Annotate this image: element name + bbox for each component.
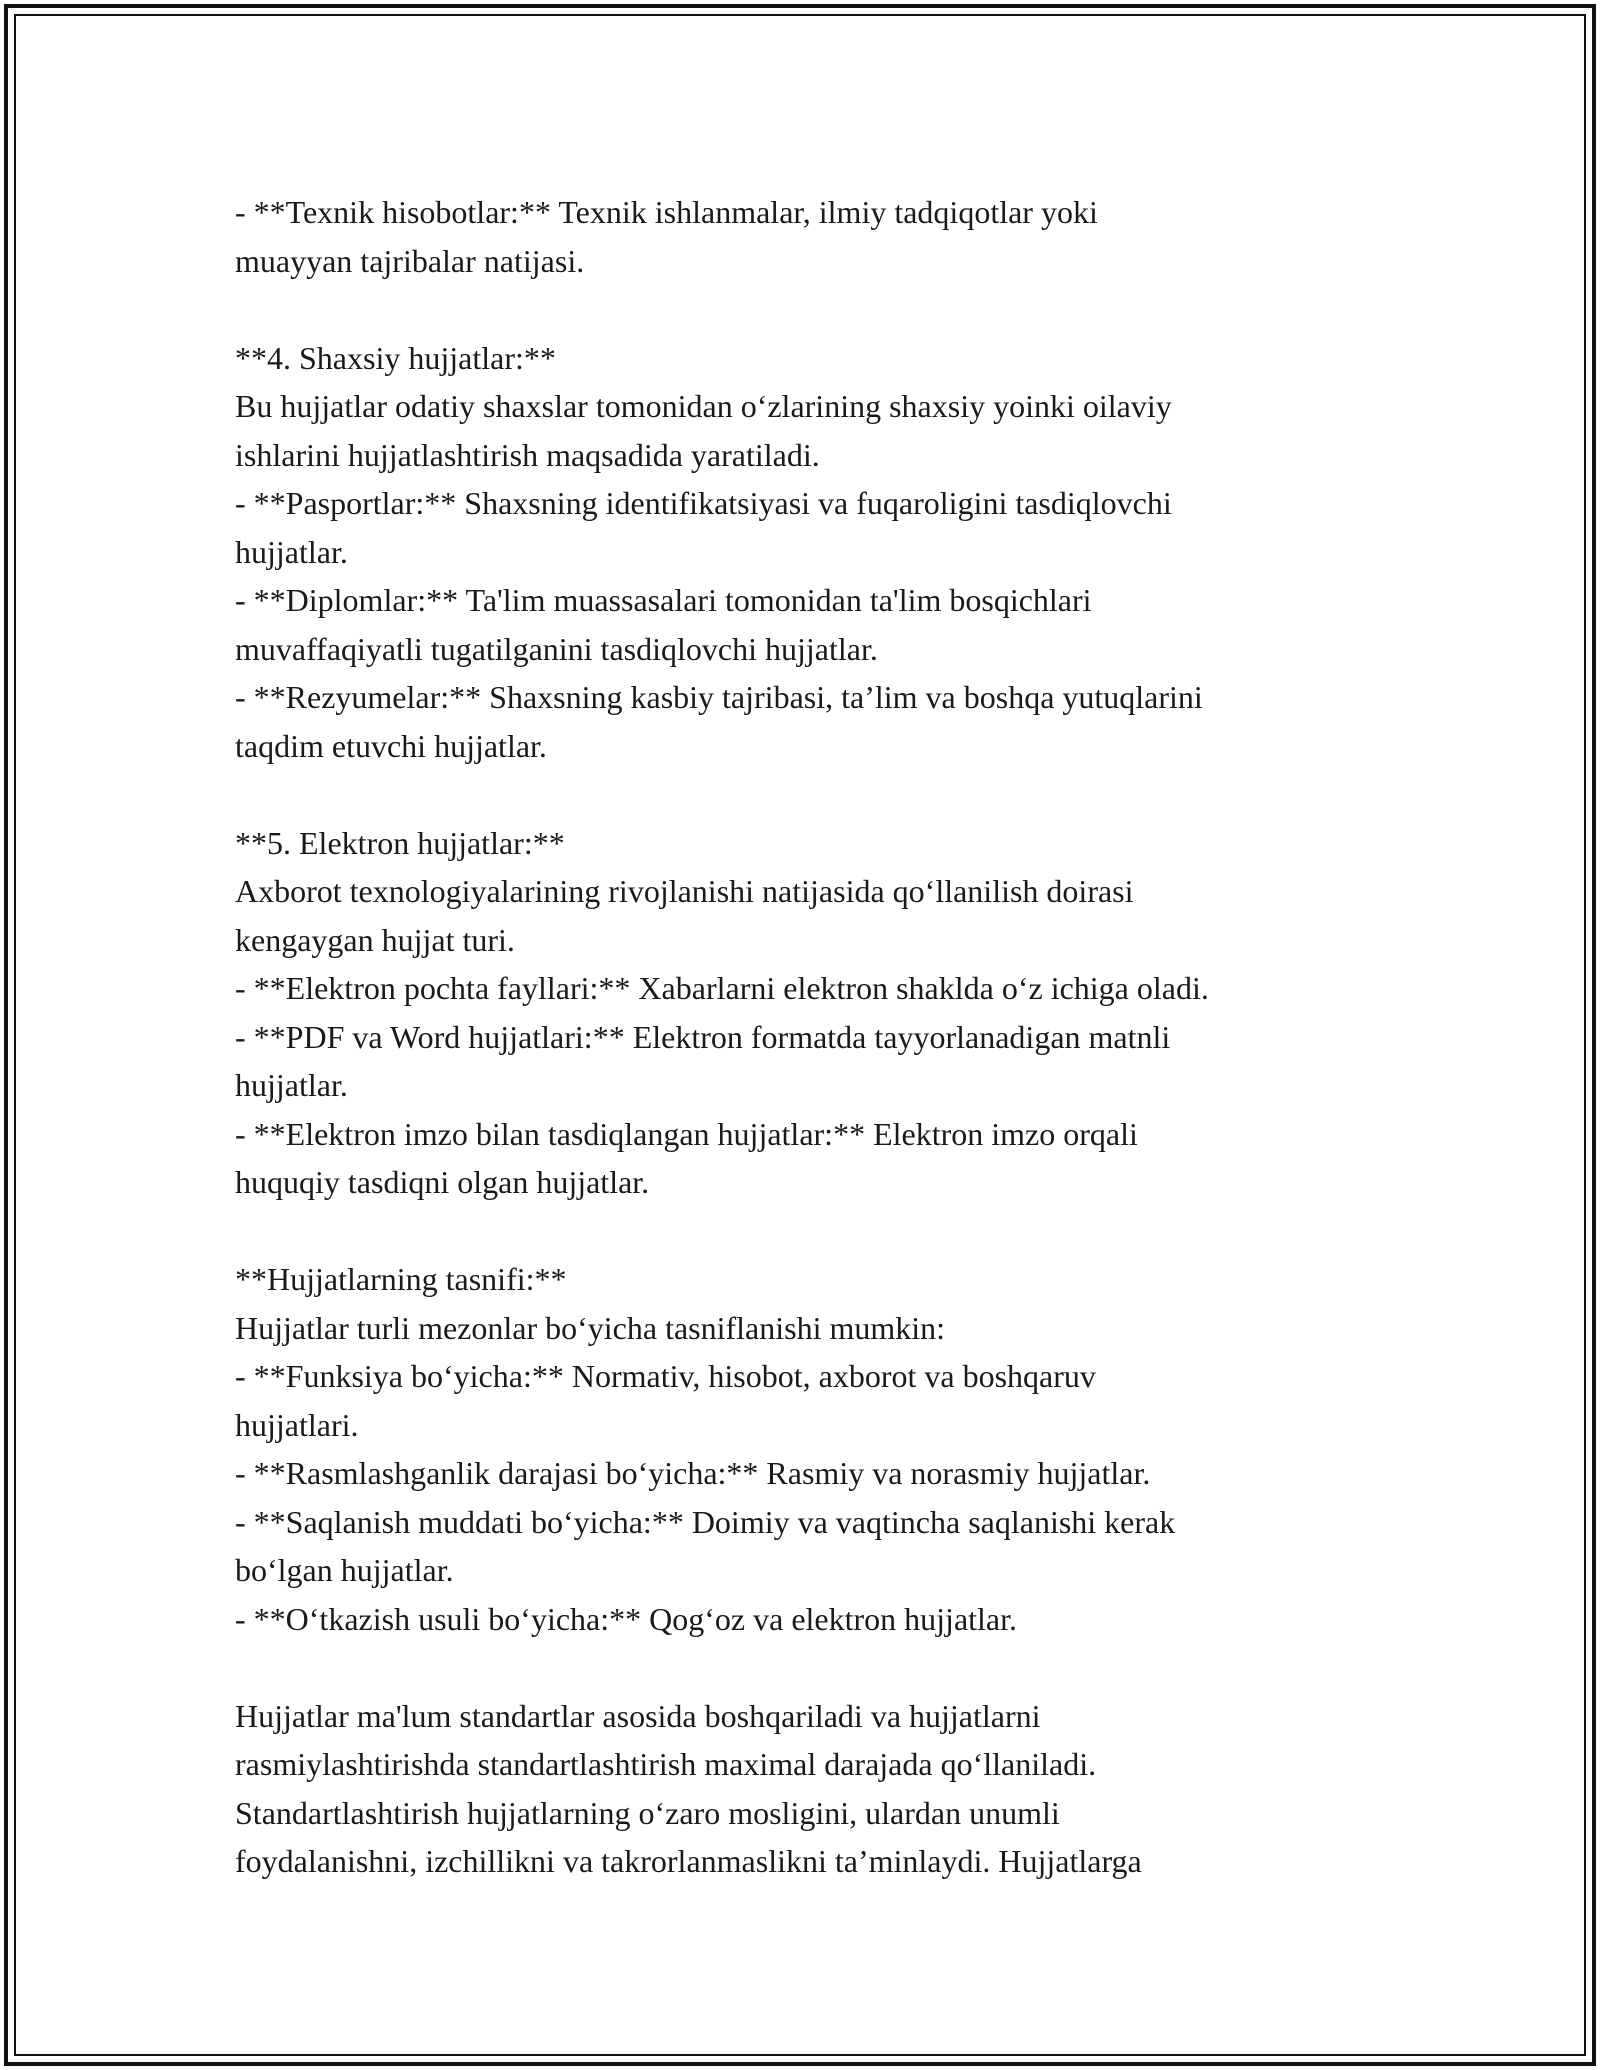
text-line: hujjatlari. — [235, 1406, 359, 1443]
text-line: taqdim etuvchi hujjatlar. — [235, 727, 547, 764]
text-line: - **O‘tkazish usuli bo‘yicha:** Qog‘oz va elektron hujjatlar. — [235, 1600, 1018, 1637]
text-line: Standartlashtirish hujjatlarning o‘zaro mosligini, ulardan unumli — [235, 1794, 1060, 1831]
text-line: - **Rezyumelar:** Shaxsning kasbiy tajribasi, ta’lim va boshqa yutuqlarini — [235, 679, 1203, 715]
text-line: - **Elektron imzo bilan tasdiqlangan hujjatlar:** Elektron imzo orqali — [235, 1115, 1138, 1152]
text-line: muayyan tajribalar natijasi. — [235, 242, 585, 279]
document-body — [235, 188, 1415, 1886]
text-line: Hujjatlar ma'lum standartlar asosida boshqariladi va hujjatlarni — [235, 1697, 1041, 1734]
text-line: **Hujjatlarning tasnifi:** — [235, 1261, 567, 1297]
text-line: foydalanishni, izchillikni va takrorlanmaslikni ta’minlaydi. Hujjatlarga — [235, 1843, 1142, 1879]
text-line: **5. Elektron hujjatlar:** — [235, 824, 565, 861]
text-line: kengaygan hujjat turi. — [235, 921, 515, 958]
text-line: - **Pasportlar:** Shaxsning identifikatsiyasi va fuqaroligini tasdiqlovchi — [235, 485, 1172, 521]
text-line: bo‘lgan hujjatlar. — [235, 1552, 454, 1588]
text-line: Axborot texnologiyalarining rivojlanishi natijasida qo‘llanilish doirasi — [235, 873, 1134, 909]
text-line: - **Rasmlashganlik darajasi bo‘yicha:** Rasmiy va norasmiy hujjatlar. — [235, 1455, 1151, 1491]
text-line: - **Elektron pochta fayllari:** Xabarlarni elektron shaklda o‘z ichiga oladi. — [235, 970, 1209, 1006]
text-line: hujjatlar. — [235, 1067, 348, 1103]
text-line: - **Texnik hisobotlar:** Texnik ishlanmalar, ilmiy tadqiqotlar yoki — [235, 194, 1098, 230]
text-line: - **PDF va Word hujjatlari:** Elektron formatda tayyorlanadigan matnli — [235, 1018, 1171, 1055]
text-line: ishlarini hujjatlashtirish maqsadida yaratiladi. — [235, 436, 820, 473]
blank-line — [235, 1643, 1415, 1692]
text-line: Hujjatlar turli mezonlar bo‘yicha tasniflanishi mumkin: — [235, 1309, 946, 1346]
text-line: - **Diplomlar:** Ta'lim muassasalari tomonidan ta'lim bosqichlari — [235, 582, 1092, 618]
blank-line — [235, 285, 1415, 334]
text-line: huquqiy tasdiqni olgan hujjatlar. — [235, 1164, 650, 1200]
text-line: rasmiylashtirishda standartlashtirish maximal darajada qo‘llaniladi. — [235, 1746, 1097, 1782]
blank-line — [235, 1207, 1415, 1256]
text-line: Bu hujjatlar odatiy shaxslar tomonidan o‘zlarining shaxsiy yoinki oilaviy — [235, 388, 1172, 424]
text-line: muvaffaqiyatli tugatilganini tasdiqlovchi hujjatlar. — [235, 630, 878, 667]
text-line: hujjatlar. — [235, 533, 348, 570]
text-line: **4. Shaxsiy hujjatlar:** — [235, 339, 556, 376]
text-line: - **Saqlanish muddati bo‘yicha:** Doimiy va vaqtincha saqlanishi kerak — [235, 1503, 1176, 1540]
text-line: - **Funksiya bo‘yicha:** Normativ, hisobot, axborot va boshqaruv — [235, 1358, 1096, 1394]
blank-line — [235, 770, 1415, 819]
